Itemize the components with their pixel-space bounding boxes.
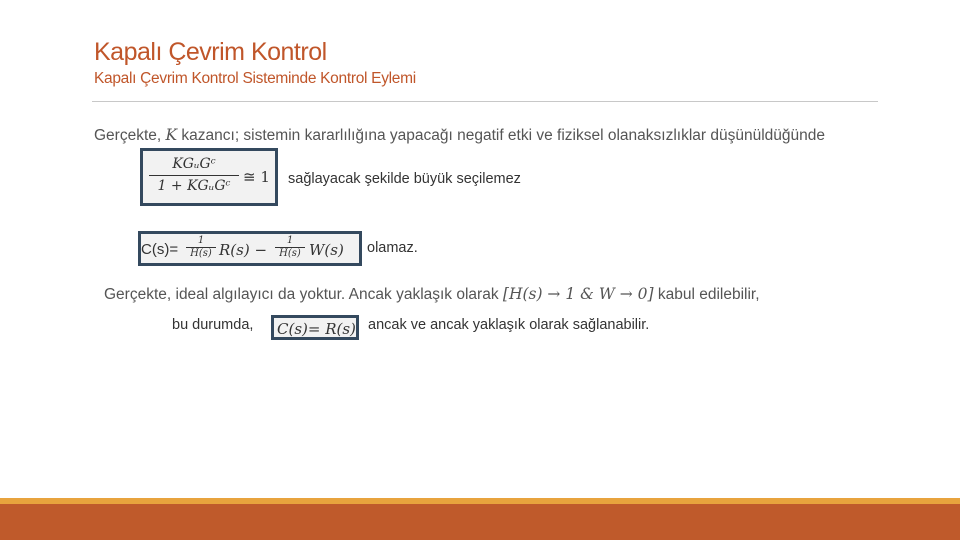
eq2-frac1-den: H(s) — [190, 248, 212, 259]
eq2-frac2-num: 1 — [286, 235, 294, 246]
eq2-term-1: R(s) − — [219, 241, 268, 259]
eq2-fraction-2 — [275, 235, 305, 260]
equation-output — [138, 231, 362, 266]
line4-suffix: kabul edilebilir, — [653, 286, 760, 303]
line5-suffix: ancak ve ancak yaklaşık olarak sağlanabilir. — [368, 317, 650, 333]
header-divider — [92, 101, 878, 102]
eq3-content: C(s)= R(s) — [277, 320, 356, 338]
eq2-fraction-1 — [186, 235, 216, 260]
eq2-description: olamaz. — [367, 240, 418, 256]
eq2-lhs: C(s)= — [141, 241, 179, 258]
paragraph-line-1 — [94, 126, 825, 145]
line4-math: [H(s) → 1 & W → 0] — [502, 285, 654, 303]
eq2-frac2-den: H(s) — [279, 248, 301, 259]
line1-prefix: Gerçekte, — [94, 127, 166, 144]
approx-relation: ≅ 1 — [243, 168, 270, 186]
eq1-description: sağlayacak şekilde büyük seçilemez — [288, 171, 521, 187]
eq2-term-2: W(s) — [309, 241, 344, 259]
fraction-numerator: KGᵤGᶜ — [172, 156, 216, 172]
eq2-frac1-num: 1 — [197, 235, 205, 246]
slide-title: Kapalı Çevrim Kontrol — [94, 38, 327, 66]
fraction-bar — [149, 175, 239, 176]
line4-prefix: Gerçekte, ideal algılayıcı da yoktur. Ancak yaklaşık olarak — [104, 286, 503, 303]
line5-prefix: bu durumda, — [172, 317, 254, 333]
equation-ideal-output — [271, 315, 359, 340]
paragraph-line-4 — [104, 285, 760, 304]
fraction-denominator: 1 + KGᵤGᶜ — [157, 178, 231, 194]
gain-variable: K — [165, 126, 178, 144]
slide-subtitle: Kapalı Çevrim Kontrol Sisteminde Kontrol Eylemi — [94, 70, 416, 87]
gain-fraction — [149, 155, 239, 196]
footer-bar — [0, 504, 960, 540]
equation-closed-loop-gain — [140, 148, 278, 206]
line1-suffix: kazancı; sistemin kararlılığına yapacağı negatif etki ve fiziksel olanaksızlıklar düşünüldüğünde — [177, 127, 825, 144]
